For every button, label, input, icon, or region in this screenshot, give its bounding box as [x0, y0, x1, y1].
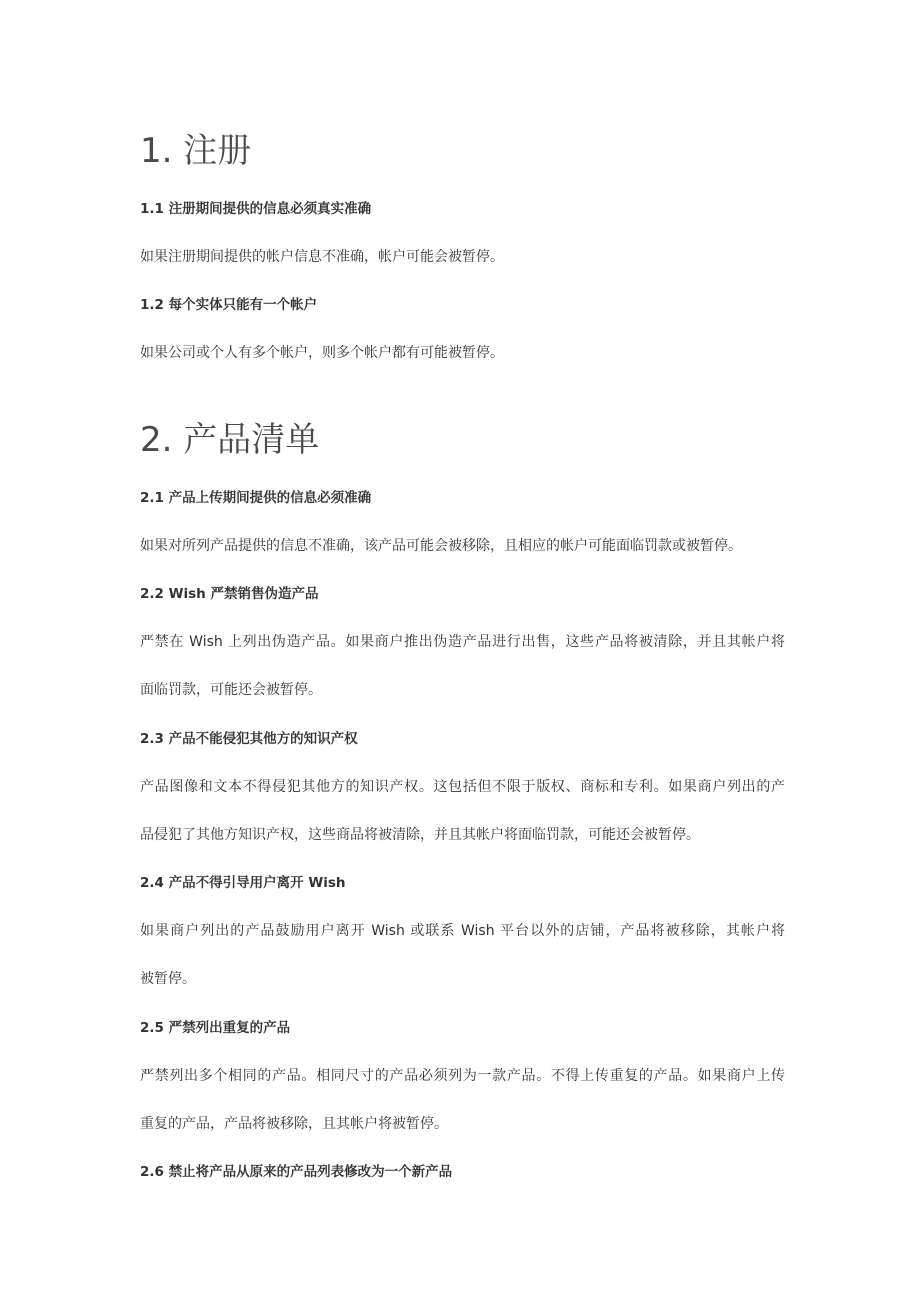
- paragraph-line: 严禁在 Wish 上列出伪造产品。如果商户推出伪造产品进行出售，这些产品将被清除，并且其帐户将: [140, 634, 785, 650]
- paragraph-line: 严禁列出多个相同的产品。相同尺寸的产品必须列为一款产品。不得上传重复的产品。如果商户上传: [140, 1068, 785, 1084]
- section-title-product-listing: 2. 产品清单: [140, 420, 320, 460]
- paragraph-line: 面临罚款，可能还会被暂停。: [140, 682, 322, 698]
- section-title-registration: 1. 注册: [140, 131, 252, 171]
- subsection-heading-2-1: 2.1 产品上传期间提供的信息必须准确: [140, 490, 372, 506]
- subsection-heading-2-2: 2.2 Wish 严禁销售伪造产品: [140, 586, 319, 602]
- paragraph-line: 如果公司或个人有多个帐户，则多个帐户都有可能被暂停。: [140, 345, 504, 361]
- subsection-heading-2-5: 2.5 严禁列出重复的产品: [140, 1020, 291, 1036]
- paragraph-line: 如果注册期间提供的帐户信息不准确，帐户可能会被暂停。: [140, 249, 504, 265]
- subsection-heading-2-3: 2.3 产品不能侵犯其他方的知识产权: [140, 731, 358, 747]
- subsection-heading-2-6: 2.6 禁止将产品从原来的产品列表修改为一个新产品: [140, 1164, 453, 1180]
- paragraph-line: 被暂停。: [140, 971, 196, 987]
- subsection-heading-1-2: 1.2 每个实体只能有一个帐户: [140, 297, 318, 313]
- subsection-heading-1-1: 1.1 注册期间提供的信息必须真实准确: [140, 201, 372, 217]
- paragraph-line: 产品图像和文本不得侵犯其他方的知识产权。这包括但不限于版权、商标和专利。如果商户列出的产: [140, 779, 785, 795]
- paragraph-line: 重复的产品，产品将被移除，且其帐户将被暂停。: [140, 1116, 448, 1132]
- paragraph-line: 如果对所列产品提供的信息不准确，该产品可能会被移除，且相应的帐户可能面临罚款或被暂停。: [140, 538, 742, 554]
- paragraph-line: 品侵犯了其他方知识产权，这些商品将被清除，并且其帐户将面临罚款，可能还会被暂停。: [140, 827, 700, 843]
- paragraph-line: 如果商户列出的产品鼓励用户离开 Wish 或联系 Wish 平台以外的店铺，产品将被移除，其帐户将: [140, 923, 785, 939]
- subsection-heading-2-4: 2.4 产品不得引导用户离开 Wish: [140, 875, 346, 891]
